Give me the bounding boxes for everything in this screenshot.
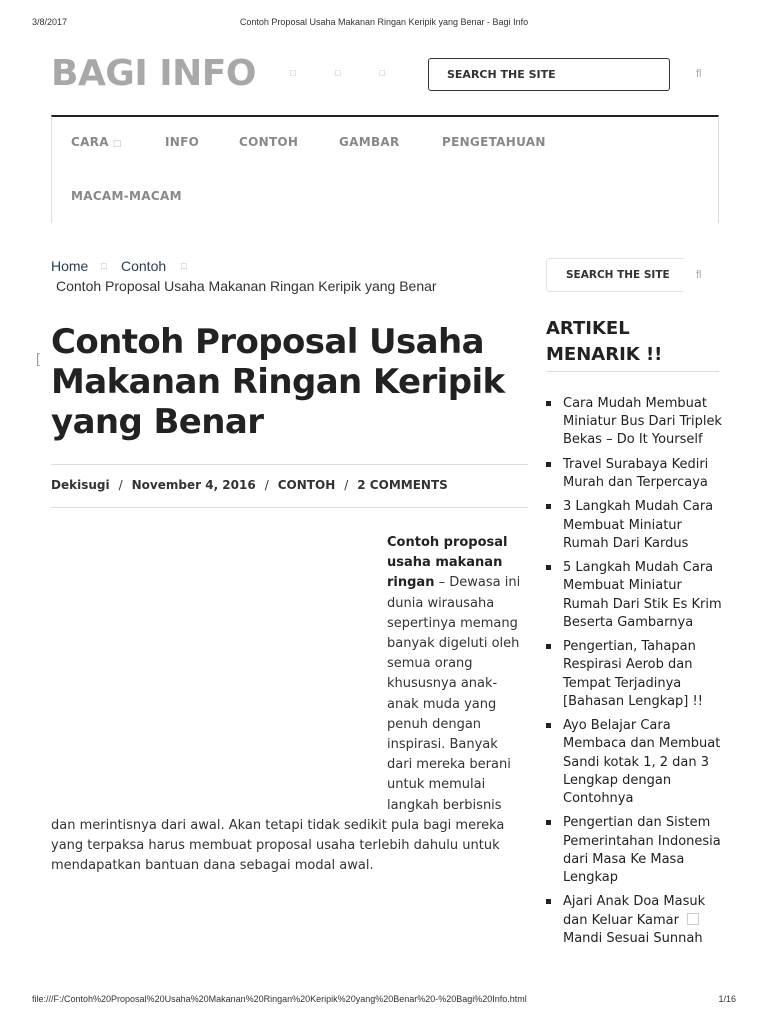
breadcrumb-home[interactable]: Home <box>51 258 89 274</box>
site-logo[interactable]: BAGI INFO <box>51 53 256 94</box>
print-page-number: 1/16 <box>718 994 736 1004</box>
bullet-icon <box>546 462 551 467</box>
twitter-icon[interactable]: □ <box>334 68 342 79</box>
post-date: November 4, 2016 <box>131 478 256 492</box>
post-author[interactable]: Dekisugi <box>51 478 110 492</box>
article-link[interactable]: Pengertian, Tahapan Respirasi Aerob dan Tempat Terjadinya [Bahasan Lengkap] !! <box>563 639 703 709</box>
nav-item-contoh[interactable]: CONTOH <box>239 135 299 149</box>
sidebar-search-input[interactable] <box>547 259 684 291</box>
bullet-icon <box>546 820 551 825</box>
meta-separator: / <box>344 478 349 492</box>
list-item[interactable] <box>546 395 722 450</box>
list-item[interactable] <box>546 814 722 887</box>
featured-image-placeholder <box>51 533 387 813</box>
bullet-icon <box>546 723 551 728</box>
breadcrumb-current: Contoh Proposal Usaha Makanan Ringan Keripik yang Benar <box>56 278 437 294</box>
article-link[interactable]: Ajari Anak Doa Masuk dan Keluar Kamar Mandi Sesuai Sunnah <box>563 894 706 946</box>
bullet-icon <box>546 401 551 406</box>
breadcrumb-category[interactable]: Contoh <box>121 258 167 274</box>
breadcrumb-separator-icon: □ <box>101 261 107 271</box>
chevron-down-icon: □ <box>112 139 122 149</box>
meta-separator: / <box>118 478 123 492</box>
post-comments-link[interactable]: 2 COMMENTS <box>357 478 448 492</box>
article-link[interactable]: Pengertian dan Sistem Pemerintahan Indonesia dari Masa Ke Masa Lengkap <box>563 815 721 885</box>
search-icon[interactable]: fl <box>696 68 702 80</box>
print-date: 3/8/2017 <box>32 17 68 27</box>
main-nav <box>51 115 719 223</box>
list-item[interactable] <box>546 498 722 553</box>
bullet-icon <box>546 504 551 509</box>
article-link[interactable]: 3 Langkah Mudah Cara Membuat Miniatur Rumah Dari Kardus <box>563 499 714 551</box>
bullet-icon <box>546 565 551 570</box>
nav-item-pengetahuan[interactable]: PENGETAHUAN <box>442 135 546 149</box>
article-list <box>546 395 722 954</box>
facebook-icon[interactable]: □ <box>289 68 297 79</box>
article-link[interactable]: Travel Surabaya Kediri Murah dan Terpercaya <box>563 456 709 490</box>
bullet-icon <box>546 644 551 649</box>
list-item[interactable] <box>546 456 722 492</box>
list-item[interactable] <box>546 559 722 632</box>
list-item[interactable] <box>546 638 722 711</box>
search-icon[interactable]: fl <box>696 269 702 281</box>
breadcrumb-separator-icon: □ <box>181 261 187 271</box>
google-plus-icon[interactable]: □ <box>378 68 386 79</box>
post-meta <box>51 478 448 492</box>
nav-item-macam-macam[interactable]: MACAM-MACAM <box>71 189 182 203</box>
header-search-input[interactable] <box>429 59 669 90</box>
bracket-marker: [ <box>36 350 40 366</box>
sidebar-search-box <box>546 258 684 292</box>
meta-separator: / <box>264 478 269 492</box>
article-link[interactable]: Ayo Belajar Cara Membaca dan Membuat Sandi kotak 1, 2 dan 3 Lengkap dengan Contohnya <box>563 718 721 806</box>
article-link[interactable]: Cara Mudah Membuat Miniatur Bus Dari Triplek Bekas – Do It Yourself <box>563 396 722 448</box>
print-url: file:///F:/Contoh%20Proposal%20Usaha%20Makanan%20Ringan%20Keripik%20yang%20Benar%20-%20Bagi%20Info.html <box>32 994 527 1004</box>
nav-item-cara[interactable] <box>71 135 122 149</box>
print-header <box>0 17 768 31</box>
post-title: Contoh Proposal Usaha Makanan Ringan Keripik yang Benar <box>51 322 505 442</box>
article-intro-bold: Contoh proposal usaha makanan ringan <box>387 535 508 591</box>
list-item[interactable] <box>546 717 722 808</box>
nav-item-info[interactable]: INFO <box>165 135 200 149</box>
article-body <box>51 533 527 876</box>
print-footer <box>0 994 768 1008</box>
nav-item-gambar[interactable]: GAMBAR <box>339 135 400 149</box>
article-link[interactable]: 5 Langkah Mudah Cara Membuat Miniatur Rumah Dari Stik Es Krim Beserta Gambarnya <box>563 560 722 630</box>
article-intro-text: – Dewasa ini dunia wirausaha sepertinya memang banyak digeluti oleh semua orang khususnya anak-anak muda yang penuh dengan inspirasi. Banyak dari mereka berani untuk memulai langkah berbisnis dan merintisnya dari awal. Akan tetapi tidak sedikit pula bagi mereka yang terpaksa harus membuat proposal usaha terlebih dahulu untuk mendapatkan bantuan dana sebagai modal awal. <box>51 575 521 874</box>
header-search-box <box>428 58 670 91</box>
divider <box>51 464 528 465</box>
nav-item-label: CARA <box>71 135 109 149</box>
print-title: Contoh Proposal Usaha Makanan Ringan Keripik yang Benar - Bagi Info <box>239 17 529 27</box>
widget-title: ARTIKEL MENARIK !! <box>546 318 663 365</box>
bullet-icon <box>546 899 551 904</box>
divider <box>51 507 528 508</box>
divider <box>546 371 719 372</box>
post-category[interactable]: CONTOH <box>277 478 336 492</box>
back-to-top-icon[interactable] <box>687 913 699 925</box>
